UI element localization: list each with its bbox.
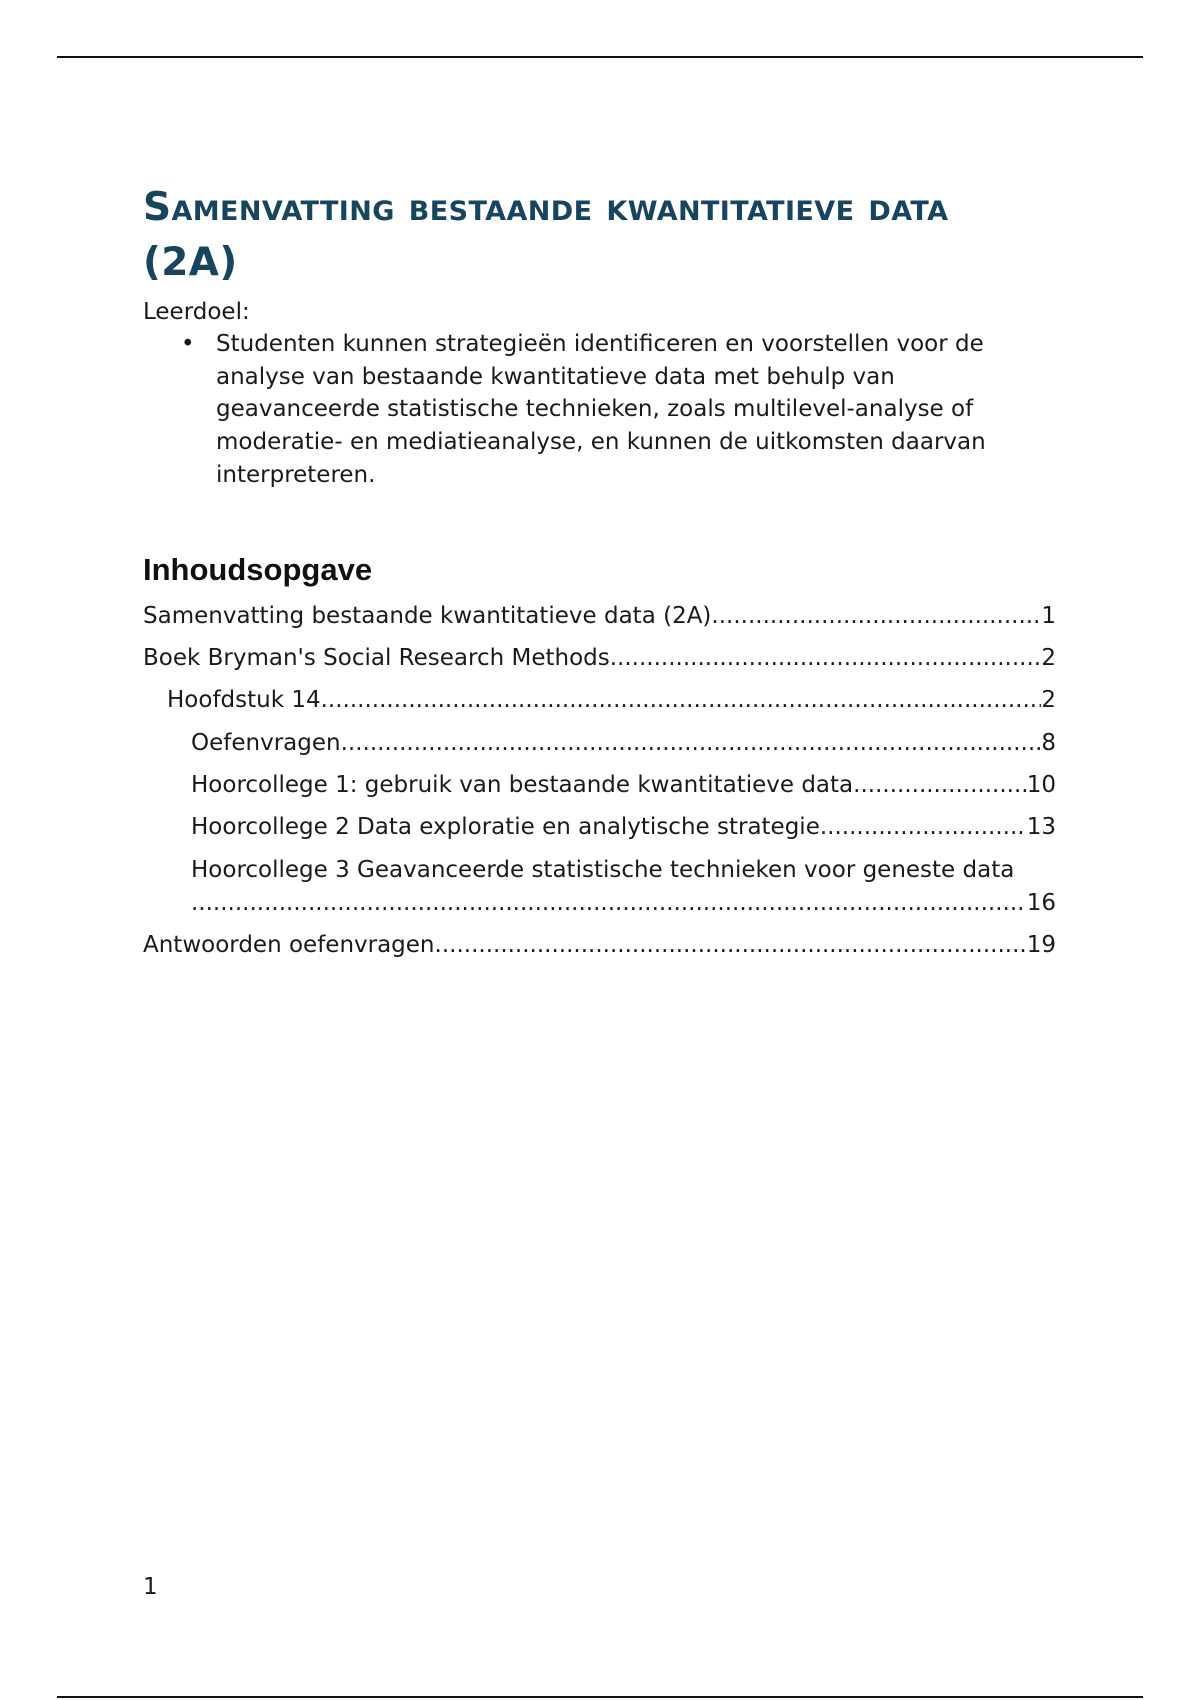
bullet-icon: • [181, 331, 195, 357]
toc-entry-title: Samenvatting bestaande kwantitatieve data (2A) [143, 602, 712, 629]
document-title: Samenvatting bestaande kwantitatieve data (2A) [143, 185, 949, 285]
toc-entry-page: 2 [1041, 687, 1056, 714]
toc-dot-leader [321, 684, 1042, 717]
toc-entry[interactable] [143, 811, 1056, 844]
toc-entry[interactable] [143, 769, 1056, 802]
toc-entry[interactable] [143, 727, 1056, 760]
toc-dot-leader [341, 727, 1042, 760]
toc-heading: Inhoudsopgave [143, 551, 373, 587]
toc-entry[interactable] [143, 854, 1056, 919]
toc-entry-page: 10 [1026, 772, 1056, 799]
learning-goal-item [143, 328, 1056, 492]
toc-entry-page: 8 [1041, 729, 1056, 756]
toc-entry-title: Hoofdstuk 14 [167, 687, 321, 714]
toc-dot-leader [610, 642, 1042, 675]
toc-entry-page: 19 [1026, 931, 1056, 958]
toc-entry[interactable] [143, 929, 1056, 962]
learning-goal-text: Studenten kunnen strategieën identificeren en voorstellen voor de analyse van bestaande kwantitatieve data met behulp van geavanceerde statistische technieken, zoals multilevel-analyse of moderatie- en mediatieanalyse, en kunnen de uitkomsten daarvan interpreteren. [216, 331, 986, 488]
toc-dot-leader [711, 600, 1041, 633]
toc-entry-title: Boek Bryman's Social Research Methods [143, 644, 610, 671]
toc-entry-page: 1 [1041, 602, 1056, 629]
toc-entry-title: Antwoorden oefenvragen [143, 931, 435, 958]
toc-entry-title: Hoorcollege 3 Geavanceerde statistische technieken voor geneste data [191, 856, 1015, 883]
page-top-rule [57, 56, 1143, 58]
toc-entry-title: Oefenvragen [191, 729, 341, 756]
page-bottom-rule [57, 1696, 1143, 1698]
toc-entry-page: 13 [1026, 814, 1056, 841]
page-content [143, 180, 1056, 971]
toc-entry[interactable] [143, 684, 1056, 717]
toc-dot-leader [435, 929, 1027, 962]
toc-entry-page: 16 [1026, 889, 1056, 916]
toc-entry[interactable] [143, 642, 1056, 675]
toc-entry[interactable] [143, 600, 1056, 633]
toc-entry-leader-line [191, 887, 1056, 920]
toc-dot-leader [853, 769, 1027, 802]
toc-entry-title: Hoorcollege 1: gebruik van bestaande kwantitatieve data [191, 772, 854, 799]
toc-dot-leader [191, 887, 1027, 920]
learning-goal-list [143, 328, 1056, 492]
toc-entry-page: 2 [1041, 644, 1056, 671]
learning-goal-label: Leerdoel: [143, 299, 250, 325]
table-of-contents [143, 600, 1056, 962]
page-number: 1 [143, 1574, 158, 1600]
toc-entry-title: Hoorcollege 2 Data exploratie en analytische strategie [191, 814, 820, 841]
toc-dot-leader [820, 811, 1027, 844]
